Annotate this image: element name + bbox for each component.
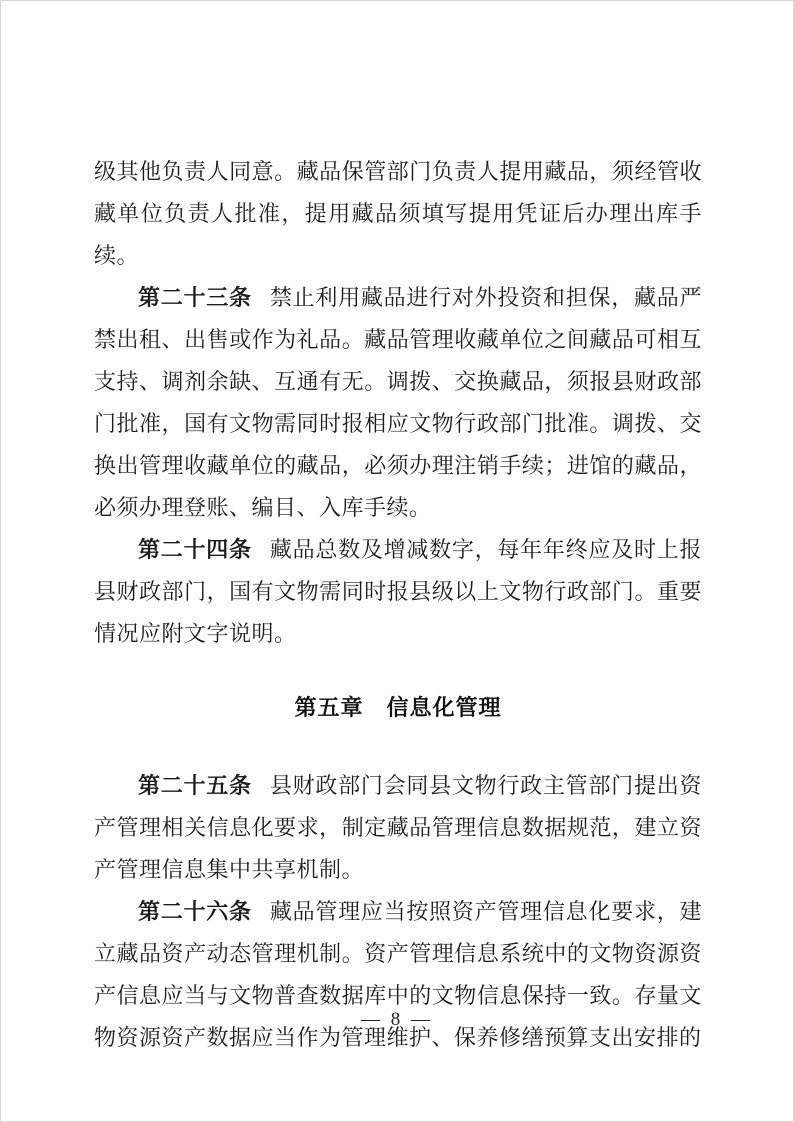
page-number: — 8 — [361,1009,433,1030]
article-number-label: 第二十三条 [138,285,252,310]
paragraph-text: 县财政部门会同县文物行政主管部门提出资产管理相关信息化要求，制定藏品管理信息数据规范，建立资产管理信息集中共享机制。 [94,773,702,882]
paragraph-article-25 [94,765,702,891]
paragraph-text: 藏品总数及增减数字，每年年终应及时上报县财政部门，国有文物需同时报县级以上文物行政部门。重要情况应附文字说明。 [94,537,702,646]
paragraph-article-26 [94,891,702,1059]
paragraph-article-23 [94,277,702,529]
article-number-label: 第二十六条 [138,899,252,924]
paragraph-article-24 [94,529,702,655]
page-footer [1,1009,793,1031]
paragraph-text: 级其他负责人同意。藏品保管部门负责人提用藏品，须经管收藏单位负责人批准，提用藏品须填写提用凭证后办理出库手续。 [94,159,702,268]
paragraph-text: 藏品管理应当按照资产管理信息化要求，建立藏品资产动态管理机制。资产管理信息系统中的文物资源资产信息应当与文物普查数据库中的文物信息保持一致。存量文物资源资产数据应当作为管理维护、保养修缮预算支出安排的 [94,899,702,1050]
article-number-label: 第二十四条 [138,537,252,562]
paragraph-text: 禁止利用藏品进行对外投资和担保，藏品严禁出租、出售或作为礼品。藏品管理收藏单位之间藏品可相互支持、调剂余缺、互通有无。调拨、交换藏品，须报县财政部门批准，国有文物需同时报相应文物行政部门批准。调拨、交换出管理收藏单位的藏品，必须办理注销手续；进馆的藏品，必须办理登账、编目、入库手续。 [94,285,702,520]
chapter-heading: 第五章 信息化管理 [294,695,502,720]
paragraph-continuation [94,151,702,277]
page-content [94,151,702,1059]
article-number-label: 第二十五条 [138,773,252,798]
